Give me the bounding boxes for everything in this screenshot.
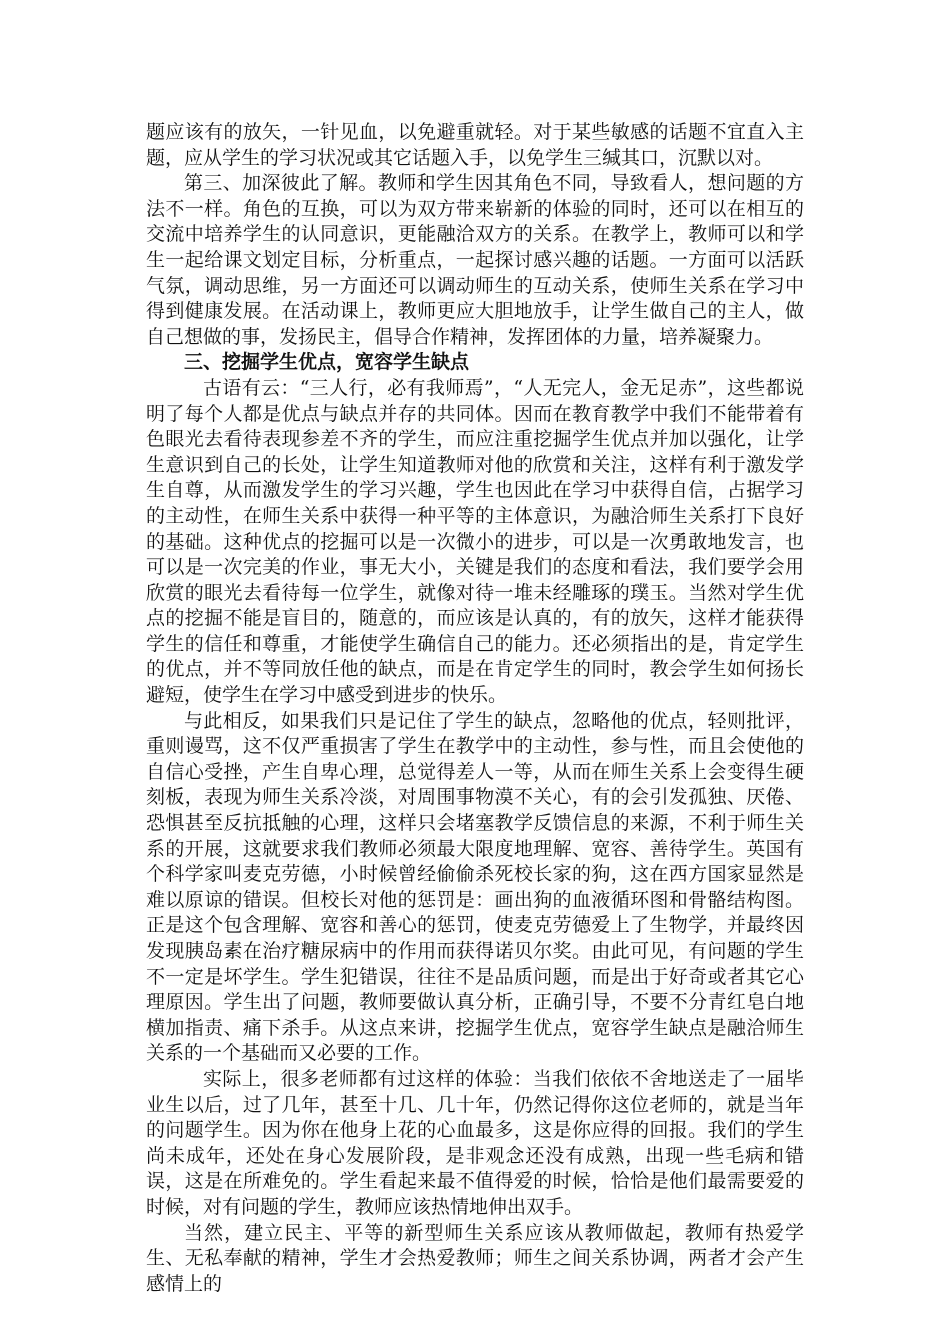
paragraph-strengths: 古语有云：“三人行，必有我师焉”，“人无完人，金无足赤”，这些都说明了每个人都是优点与缺点并存的共同体。因而在教育教学中我们不能带着有色眼光去看待表现参差不齐的学生，而应注重挖掘学生优点并加以强化，让学生意识到自己的长处，让学生知道教师对他的欣赏和关注，这样有利于激发学生自尊，从而激发学生的学习兴趣，学生也因此在学习中获得自信，占据学习的主动性，在师生关系中获得一种平等的主体意识，为融洽师生关系打下良好的基础。这种优点的挖掘可以是一次微小的进步，可以是一次勇敢地发言，也可以是一次完美的作业，事无大小，关键是我们的态度和看法，我们要学会用欣赏的眼光去看待每一位学生，就像对待一堆未经雕琢的璞玉。当然对学生优点的挖掘不能是盲目的，随意的，而应该是认真的，有的放矢，这样才能获得学生的信任和尊重，才能使学生确信自己的能力。还必须指出的是，肯定学生的优点，并不等同放任他的缺点，而是在肯定学生的同时，教会学生如何扬长避短，使学生在学习中感受到进步的快乐。 xyxy=(146,376,804,707)
paragraph-conclusion: 当然，建立民主、平等的新型师生关系应该从教师做起，教师有热爱学生、无私奉献的精神，学生才会热爱教师；师生之间关系协调，两者才会产生感情上的 xyxy=(146,1221,804,1295)
paragraph-weaknesses: 与此相反，如果我们只是记住了学生的缺点，忽略他的优点，轻则批评，重则谩骂，这不仅严重损害了学生在教学中的主动性，参与性，而且会使他的自信心受挫，产生自卑心理，总觉得差人一等，从而在师生关系上会变得生硬刻板，表现为师生关系冷淡，对周围事物漠不关心，有的会引发孤独、厌倦、恐惧甚至反抗抵触的心理，这样只会堵塞教学反馈信息的来源，不利于师生关系的开展，这就要求我们教师必须最大限度地理解、宽容、善待学生。英国有个科学家叫麦克劳德，小时候曾经偷偷杀死校长家的狗，这在西方国家显然是难以原谅的错误。但校长对他的惩罚是：画出狗的血液循环图和骨骼结构图。正是这个包含理解、宽容和善心的惩罚，使麦克劳德爱上了生物学，并最终因发现胰岛素在治疗糖尿病中的作用而获得诺贝尔奖。由此可见，有问题的学生不一定是坏学生。学生犯错误，往往不是品质问题，而是出于好奇或者其它心理原因。学生出了问题，教师要做认真分析，正确引导，不要不分青红皂白地横加指责、痛下杀手。从这点来讲，挖掘学生优点，宽容学生缺点是融洽师生关系的一个基础而又必要的工作。 xyxy=(146,709,804,1065)
paragraph-experience: 实际上，很多老师都有过这样的体验：当我们依依不舍地送走了一届毕业生以后，过了几年，甚至十几、几十年，仍然记得你这位老师的，就是当年的问题学生。因为你在他身上花的心血最多，这是你应得的回报。我们的学生尚未成年，还处在身心发展阶段，是非观念还没有成熟，出现一些毛病和错误，这是在所难免的。学生看起来最不值得爱的时候，恰恰是他们最需要爱的时候，对有问题的学生，教师应该热情地伸出双手。 xyxy=(146,1067,804,1218)
document-page xyxy=(146,120,804,1297)
paragraph-continued: 题应该有的放矢，一针见血，以免避重就轻。对于某些敏感的话题不宜直入主题，应从学生的学习状况或其它话题入手，以免学生三缄其口，沉默以对。 xyxy=(146,121,804,169)
paragraph-mutual-understanding: 第三、加深彼此了解。教师和学生因其角色不同，导致看人，想问题的方法不一样。角色的互换，可以为双方带来崭新的体验的同时，还可以在相互的交流中培养学生的认同意识，更能融洽双方的关系。在教学上，教师可以和学生一起给课文划定目标，分析重点，一起探讨感兴趣的话题。一方面可以活跃气氛，调动思维，另一方面还可以调动师生的互动关系，使师生关系在学习中得到健康发展。在活动课上，教师更应大胆地放手，让学生做自己的主人，做自己想做的事，发扬民主，倡导合作精神，发挥团体的力量，培养凝聚力。 xyxy=(146,172,804,348)
section-heading: 三、挖掘学生优点，宽容学生缺点 xyxy=(184,351,470,374)
